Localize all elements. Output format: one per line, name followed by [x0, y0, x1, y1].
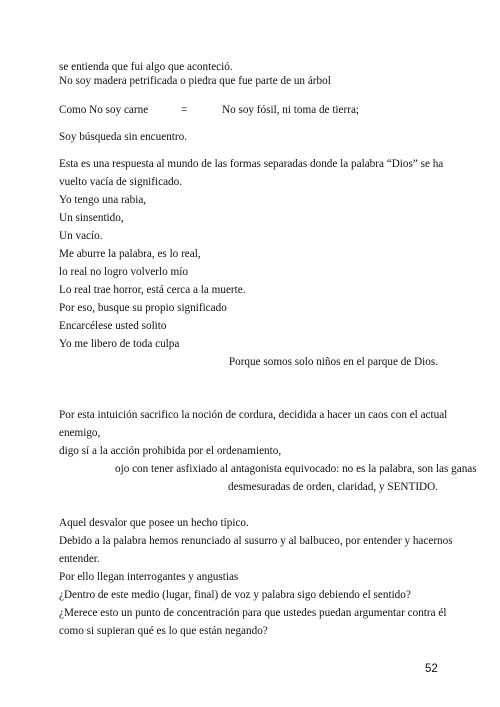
text-line: Encarcélese usted solito [59, 320, 167, 332]
text-line: Aquel desvalor que posee un hecho típico. [59, 517, 249, 529]
text-line: Lo real trae horror, está cerca a la muerte. [59, 284, 246, 296]
text-line: Por ello llegan interrogantes y angustias [59, 571, 239, 583]
page-number: 52 [425, 663, 438, 675]
text-line: No soy madera petrificada o piedra que fue parte de un árbol [59, 75, 331, 87]
text-line: Porque somos solo niños en el parque de Dios. [228, 356, 438, 368]
text-line: Esta es una respuesta al mundo de las formas separadas donde la palabra “Dios” se ha [59, 158, 444, 170]
text-line: Debido a la palabra hemos renunciado al susurro y al balbuceo, por entender y hacernos [59, 535, 453, 547]
text-line: Por eso, busque su propio significado [59, 302, 227, 314]
text-line: ¿Merece esto un punto de concentración para que ustedes puedan argumentar contra él [59, 607, 447, 619]
text-line: Me aburre la palabra, es lo real, [59, 248, 201, 260]
equation-left: Como No soy carne [59, 104, 149, 116]
text-line: enemigo, [59, 427, 101, 439]
text-line: digo sí a la acción prohibida por el ordenamiento, [59, 445, 282, 457]
text-line: como si supieran qué es lo que están negando? [59, 625, 268, 637]
text-line: Un vacío. [59, 230, 103, 242]
text-line: se entienda que fui algo que aconteció. [59, 61, 233, 73]
text-line: lo real no logro volverlo mío [59, 266, 188, 278]
text-line: Un sinsentido, [59, 212, 124, 224]
text-line: vuelto vacía de significado. [59, 176, 183, 188]
text-line: ojo con tener asfixiado al antagonista equivocado: no es la palabra, son las ganas [115, 463, 477, 475]
text-line: Soy búsqueda sin encuentro. [59, 131, 188, 143]
text-line: Yo tengo una rabia, [59, 194, 147, 206]
text-line: Por esta intuición sacrifico la noción de cordura, decidida a hacer un caos con el actual [59, 409, 448, 421]
equation-right: No soy fósil, ni toma de tierra; [222, 104, 360, 116]
text-line: entender. [59, 553, 100, 565]
text-line: Yo me libero de toda culpa [59, 338, 180, 350]
text-line: desmesuradas de orden, claridad, y SENTIDO. [227, 481, 438, 493]
equation-sign: = [181, 104, 188, 116]
text-line: ¿Dentro de este medio (lugar, final) de voz y palabra sigo debiendo el sentido? [59, 589, 411, 601]
